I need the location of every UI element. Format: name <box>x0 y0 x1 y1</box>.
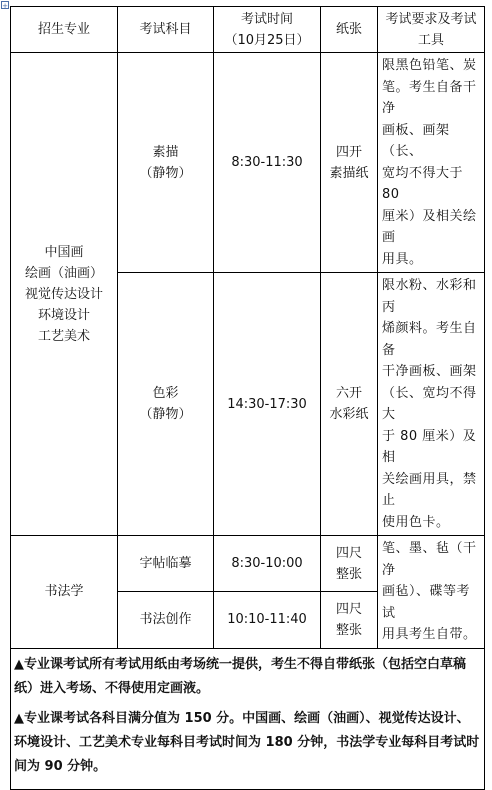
exam-schedule-table <box>10 6 485 790</box>
time-cell: 14:30-17:30 <box>214 273 321 536</box>
major-name: 中国画 <box>44 244 84 260</box>
subject-line: （静物） <box>139 165 192 181</box>
subject-cell <box>118 273 214 536</box>
major-cell-calligraphy: 书法学 <box>11 536 118 649</box>
time-cell: 8:30-10:00 <box>214 536 321 592</box>
header-req-line2: 工具 <box>417 32 444 48</box>
req-line: 笔、墨、毡（干净 <box>382 541 477 578</box>
majors-cell <box>11 53 118 536</box>
paper-line: 整张 <box>335 622 362 638</box>
major-name: 视觉传达设计 <box>24 286 103 302</box>
table-move-handle-icon[interactable]: + <box>2 2 8 10</box>
req-line: 画毡）、碟等考试 <box>382 584 471 621</box>
notes-row <box>11 648 485 789</box>
req-line: 用具。 <box>382 251 423 267</box>
paper-cell <box>321 53 378 273</box>
header-time <box>214 7 321 53</box>
paper-line: 素描纸 <box>329 165 369 181</box>
time-cell: 8:30-11:30 <box>214 53 321 273</box>
header-row <box>11 7 485 53</box>
major-name: 绘画（油画） <box>24 265 103 281</box>
note-scoring-duration: ▲专业课考试各科目满分值为 150 分。中国画、绘画（油画）、视觉传达设计、环境设计、工艺美术专业每科目考试时间为 180 分钟，书法学专业每科目考试时间为 90 分钟。 <box>14 710 480 774</box>
header-time-line1: 考试时间 <box>240 11 293 27</box>
req-line: 干净画板、画架 <box>382 364 477 379</box>
subject-cell <box>118 53 214 273</box>
req-line: 笔。考生自备干净 <box>382 79 477 116</box>
notes-cell <box>11 648 485 789</box>
header-time-line2: （10月25日） <box>224 32 310 48</box>
header-requirements <box>378 7 485 53</box>
subject-cell: 字帖临摹 <box>118 536 214 592</box>
paper-cell <box>321 536 378 592</box>
requirements-cell <box>378 53 485 273</box>
req-line: 用具考生自带。 <box>382 627 477 642</box>
table-row <box>11 536 485 592</box>
paper-line: 水彩纸 <box>329 407 369 422</box>
paper-line: 四尺 <box>335 545 362 561</box>
req-line: 于 80 厘米）及相 <box>382 428 477 465</box>
req-line: 宽均不得大于 80 <box>382 165 464 202</box>
paper-line: 整张 <box>335 566 362 582</box>
header-req-line1: 考试要求及考试 <box>385 11 477 27</box>
time-cell: 10:10-11:40 <box>214 592 321 648</box>
major-name: 工艺美术 <box>37 328 90 344</box>
paper-cell <box>321 592 378 648</box>
req-line: 关绘画用具，禁止 <box>382 471 477 508</box>
paper-cell <box>321 273 378 536</box>
major-name: 环境设计 <box>37 307 90 323</box>
req-line: 使用色卡。 <box>382 514 450 530</box>
requirements-cell <box>378 273 485 536</box>
paper-line: 四尺 <box>335 601 362 617</box>
header-subject: 考试科目 <box>118 7 214 53</box>
note-paper-supply: ▲专业课考试所有考试用纸由考场统一提供，考生不得自带纸张（包括空白草稿纸）进入考场、不得使用定画液。 <box>14 656 466 696</box>
paper-line: 四开 <box>335 144 362 160</box>
subject-cell: 书法创作 <box>118 592 214 648</box>
req-line: 限水粉、水彩和丙 <box>382 278 477 315</box>
header-major: 招生专业 <box>11 7 118 53</box>
req-line: 画板、画架（长、 <box>382 122 450 159</box>
subject-line: （静物） <box>139 407 192 422</box>
header-paper: 纸张 <box>321 7 378 53</box>
table-row <box>11 53 485 273</box>
subject-line: 素描 <box>152 144 179 160</box>
req-line: （长、宽均不得大 <box>382 385 477 422</box>
req-line: 厘米）及相关绘画 <box>382 208 477 245</box>
req-line: 限黑色铅笔、炭 <box>382 58 477 73</box>
paper-line: 六开 <box>335 386 362 401</box>
requirements-cell <box>378 536 485 649</box>
subject-line: 色彩 <box>152 386 179 401</box>
req-line: 烯颜料。考生自备 <box>382 321 477 358</box>
